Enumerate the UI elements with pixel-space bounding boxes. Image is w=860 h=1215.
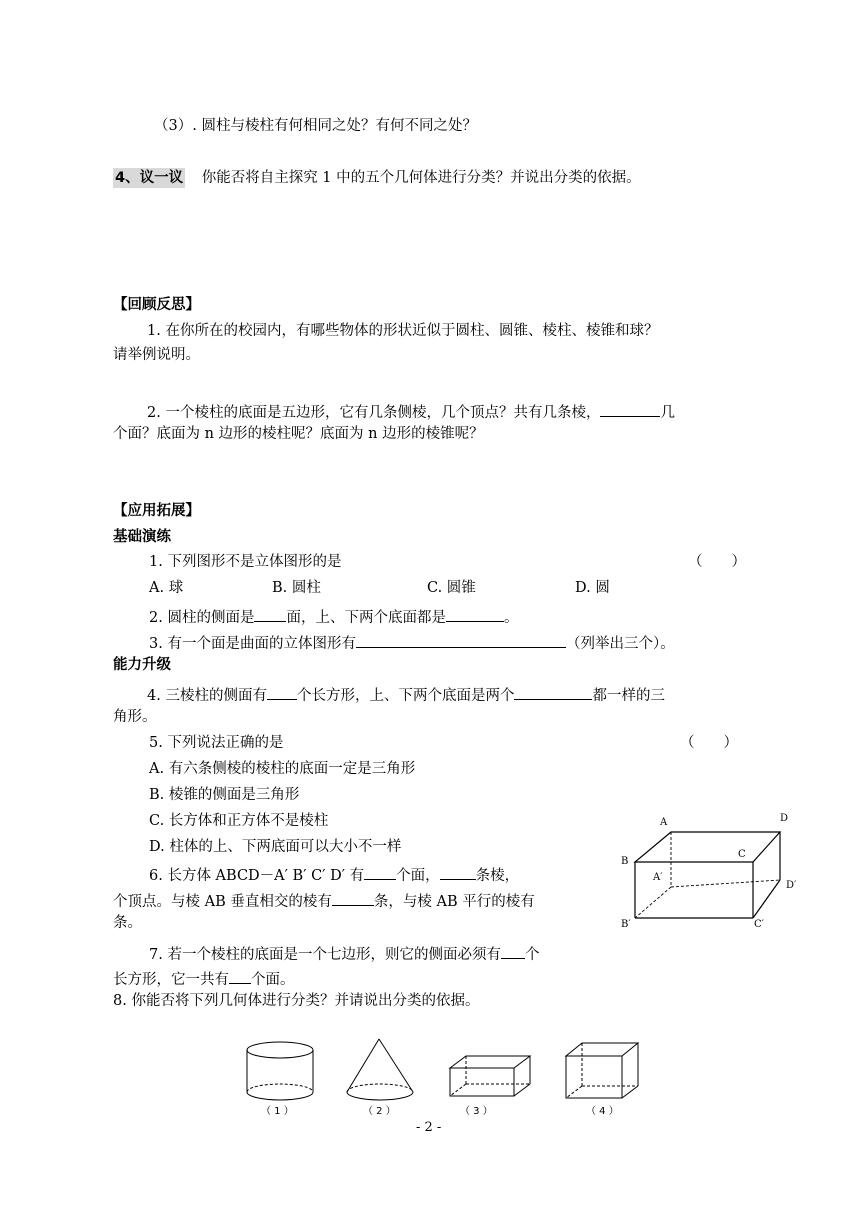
q2-text-b: 面，上、下两个底面都是 xyxy=(286,610,446,626)
blank-edges-faces[interactable] xyxy=(600,402,660,417)
q6-text-d: 个顶点。与棱 AB 垂直相交的棱有 xyxy=(113,894,332,910)
cube-figure xyxy=(562,1038,647,1120)
label-D: D xyxy=(780,813,789,824)
blank-q2-base[interactable] xyxy=(446,607,504,622)
review-p2a: 2. 一个棱柱的底面是五边形，它有几条侧棱，几个顶点？共有几条棱， xyxy=(147,405,601,421)
apply-q6f: 条。 xyxy=(113,915,142,931)
apply-q8: 8. 你能否将下列几何体进行分类？并请说出分类的依据。 xyxy=(113,993,480,1009)
blank-q4-shape[interactable] xyxy=(514,685,592,700)
blank-q6-edges[interactable] xyxy=(440,865,476,880)
label-C1: C′ xyxy=(754,919,764,930)
apply-q4d: 角形。 xyxy=(113,709,157,725)
q2-text-c: 。 xyxy=(503,610,519,626)
apply-q3 xyxy=(149,633,675,652)
label-A: A xyxy=(660,817,668,828)
blank-q7-faces[interactable] xyxy=(229,969,251,984)
q4-text-b: 个长方形，上、下两个底面是两个 xyxy=(296,688,515,704)
label-D1: D′ xyxy=(786,880,797,891)
q6-text-a: 6. 长方体 ABCD－A′ B′ C′ D′ 有 xyxy=(149,868,365,884)
cuboid-figure xyxy=(610,805,810,930)
q5-answer-paren[interactable]: （ ） xyxy=(680,735,738,751)
apply-q1: 1. 下列图形不是立体图形的是 xyxy=(149,554,342,570)
q7-text-c: 长方形，它一共有 xyxy=(113,972,229,988)
q5-option-c: C. 长方体和正方体不是棱柱 xyxy=(149,813,329,829)
blank-q6-perp[interactable] xyxy=(332,891,374,906)
q5-option-d: D. 柱体的上、下两底面可以大小不一样 xyxy=(149,839,402,855)
page-number: - 2 - xyxy=(416,1120,442,1135)
label-B: B xyxy=(621,856,629,867)
apply-q4 xyxy=(147,685,665,704)
q1-option-a: A. 球 xyxy=(149,580,184,596)
q1-answer-paren[interactable]: （ ） xyxy=(688,554,746,570)
q4-text-a: 4. 三棱柱的侧面有 xyxy=(147,688,267,704)
discuss-label: 4、议一议 xyxy=(115,170,184,186)
q5-option-b: B. 棱锥的侧面是三角形 xyxy=(149,787,300,803)
q1-option-d: D. 圆 xyxy=(575,580,610,596)
blank-q6-faces[interactable] xyxy=(364,865,396,880)
discuss-text: 你能否将自主探究 1 中的五个几何体进行分类？并说出分类的依据。 xyxy=(201,170,641,186)
discuss-line xyxy=(113,171,641,186)
cylinder-figure xyxy=(243,1040,323,1120)
basic-heading: 基础演练 xyxy=(113,529,171,545)
q7-text-b: 个 xyxy=(524,947,540,963)
q3-text-a: 3. 有一个面是曲面的立体图形有 xyxy=(149,636,356,652)
blank-q3[interactable] xyxy=(356,633,566,648)
label-B1: B′ xyxy=(621,919,631,930)
q7-text-d: 个面。 xyxy=(251,972,295,988)
apply-title: 【应用拓展】 xyxy=(113,503,200,519)
q1-option-b: B. 圆柱 xyxy=(272,580,321,596)
q2-text-a: 2. 圆柱的侧面是 xyxy=(149,610,255,626)
blank-q2-side[interactable] xyxy=(254,607,286,622)
review-p1a: 1. 在你所在的校园内，有哪些物体的形状近似于圆柱、圆锥、棱柱、棱锥和球？ xyxy=(147,323,659,339)
review-p2b: 个面？底面为 n 边形的棱柱呢？底面为 n 边形的棱锥呢？ xyxy=(113,426,484,442)
apply-q5: 5. 下列说法正确的是 xyxy=(149,735,284,751)
caption-1: （ 1 ） xyxy=(261,1106,294,1117)
q3-text-b: （列举出三个）。 xyxy=(565,636,675,652)
q6-text-c: 条棱， xyxy=(475,868,520,884)
apply-q6 xyxy=(149,865,519,884)
review-p2a-line xyxy=(147,402,675,421)
apply-q2 xyxy=(149,607,518,626)
caption-4: （ 4 ） xyxy=(586,1106,619,1117)
q6-text-e: 条，与棱 AB 平行的棱有 xyxy=(373,894,535,910)
apply-q7 xyxy=(149,944,539,963)
review-p2a-end: 几 xyxy=(660,405,675,421)
question-3: （3）. 圆柱与棱柱有何相同之处？有何不同之处？ xyxy=(154,118,477,134)
q1-option-c: C. 圆锥 xyxy=(427,580,476,596)
cone-figure xyxy=(343,1035,423,1120)
q6-text-b: 个面， xyxy=(396,868,440,884)
q5-option-a: A. 有六条侧棱的棱柱的底面一定是三角形 xyxy=(149,761,416,777)
label-C: C xyxy=(738,849,746,860)
caption-3: （ 3 ） xyxy=(460,1106,493,1117)
caption-2: （ 2 ） xyxy=(363,1106,396,1117)
ability-heading: 能力升级 xyxy=(113,657,171,673)
review-p1b: 请举例说明。 xyxy=(113,347,200,363)
box-figure xyxy=(446,1050,536,1120)
blank-q4-count[interactable] xyxy=(267,685,297,700)
apply-q6-line2 xyxy=(113,891,535,910)
q7-text-a: 7. 若一个棱柱的底面是一个七边形，则它的侧面必须有 xyxy=(149,947,501,963)
apply-q7-line2 xyxy=(113,969,295,988)
blank-q7-sides[interactable] xyxy=(501,944,525,959)
label-A1: A′ xyxy=(653,872,663,883)
review-title: 【回顾反思】 xyxy=(113,297,200,313)
q4-text-c: 都一样的三 xyxy=(592,688,665,704)
